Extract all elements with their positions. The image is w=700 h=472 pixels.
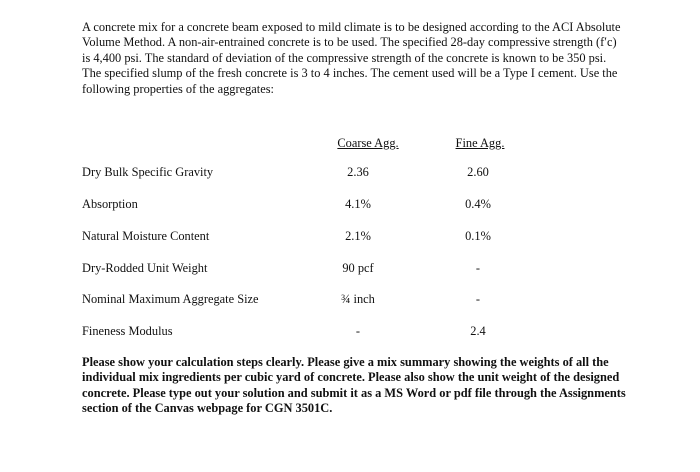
property-label: Dry-Rodded Unit Weight — [82, 261, 208, 275]
fine-value: 2.4 — [470, 324, 486, 338]
fine-value: 2.60 — [467, 165, 489, 179]
table-row — [0, 324, 700, 342]
coarse-value: ¾ inch — [341, 292, 375, 306]
coarse-value: 2.36 — [347, 165, 369, 179]
coarse-value: 90 pcf — [342, 261, 374, 275]
coarse-value: 2.1% — [345, 229, 371, 243]
coarse-value: 4.1% — [345, 197, 371, 211]
table-row — [0, 261, 700, 279]
coarse-agg-header: Coarse Agg. — [337, 136, 399, 150]
fine-value: 0.4% — [465, 197, 491, 211]
fine-agg-header: Fine Agg. — [455, 136, 505, 150]
property-label: Nominal Maximum Aggregate Size — [82, 292, 259, 306]
fine-value: - — [475, 292, 481, 306]
table-row — [0, 292, 700, 310]
fine-value: 0.1% — [465, 229, 491, 243]
property-label: Dry Bulk Specific Gravity — [82, 165, 214, 179]
table-row — [0, 165, 700, 183]
problem-intro: A concrete mix for a concrete beam exposed to mild climate is to be designed according to the ACI Absolute Volume Method. A non-air-entrained concrete is to be used. The specified 28-day compressive strength (f′c) is 4,400 psi. The standard of deviation of the compressive strength of the concrete is known to be 350 psi. The specified slump of the fresh concrete is 3 to 4 inches. The cement used will be a Type I cement. Use the following properties of the aggregates: — [82, 20, 621, 96]
table-row — [0, 229, 700, 247]
problem-instructions: Please show your calculation steps clearly. Please give a mix summary showing the weights of all the individual mix ingredients per cubic yard of concrete. Please also show the unit weight of the designed concrete. Please type out your solution and submit it as a MS Word or pdf file through the Assignments section of the Canvas webpage for CGN 3501C. — [82, 355, 626, 416]
property-label: Fineness Modulus — [82, 324, 173, 338]
table-row — [0, 197, 700, 215]
coarse-value: - — [355, 324, 361, 338]
property-label: Absorption — [82, 197, 138, 211]
fine-value: - — [475, 261, 481, 275]
property-label: Natural Moisture Content — [82, 229, 210, 243]
